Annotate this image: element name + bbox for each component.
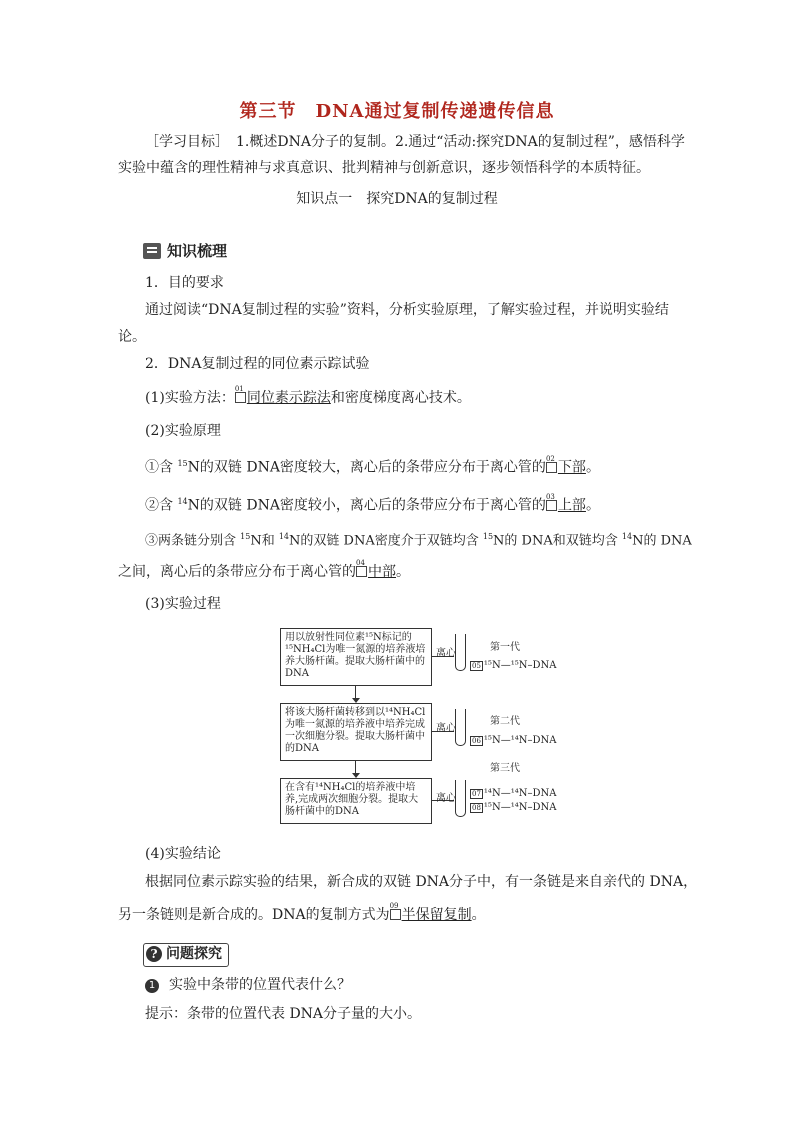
- superscript: 15: [177, 459, 188, 468]
- blank-number: 09: [389, 902, 399, 910]
- text: N的双链 DNA密度较小，离心后的条带应分布于离心管的: [187, 497, 546, 514]
- centrifuge-label: 离心: [436, 723, 456, 734]
- blank-number: 05: [472, 662, 481, 670]
- superscript: 14: [278, 532, 290, 541]
- principle-1: [145, 454, 600, 478]
- blank-number: 07: [472, 790, 481, 798]
- section-question-explore: [143, 943, 229, 967]
- text: 。: [471, 907, 486, 923]
- flow-box-3: 在含有¹⁴NH₄Cl的培养液中培养,完成两次细胞分裂。提取大肠杆菌中的DNA: [280, 778, 432, 824]
- result-gen2: [470, 735, 556, 746]
- method-line: [145, 385, 471, 408]
- method-answer: 同位素示踪法: [246, 390, 331, 406]
- question-number-badge: 1: [145, 979, 159, 993]
- question-mark-icon: ?: [146, 946, 162, 962]
- generation-2-label: 第二代: [490, 716, 520, 727]
- knowledge-point-heading: 知识点一 探究DNA的复制过程: [296, 191, 498, 207]
- section-label: 知识梳理: [167, 242, 228, 260]
- text: ②含: [145, 497, 178, 514]
- result-gen3-a: [470, 788, 556, 799]
- centrifuge-tube-icon: [455, 634, 466, 671]
- text: ¹⁴N—¹⁴N–DNA: [483, 788, 557, 799]
- principle-3-line2: [118, 559, 410, 582]
- page-title: 第三节 DNA通过复制传递遗传信息: [239, 101, 555, 122]
- principle-3-line1: [145, 527, 692, 551]
- superscript: 15: [482, 532, 494, 541]
- heading-purpose: 1．目的要求: [145, 275, 224, 291]
- process-heading: (3)实验过程: [145, 596, 221, 612]
- question-1: [145, 975, 351, 995]
- superscript: 14: [177, 497, 188, 506]
- blank-number: 01: [234, 385, 244, 393]
- conclusion-heading: (4)实验结论: [145, 846, 221, 862]
- text: N的 DNA: [632, 533, 692, 549]
- process-diagram: [278, 628, 557, 828]
- purpose-line2: 论。: [118, 329, 146, 345]
- answer-middle: 中部: [368, 564, 396, 580]
- generation-3-label: 第三代: [490, 763, 520, 774]
- text: 。: [396, 564, 410, 580]
- notes-icon: [143, 243, 161, 259]
- blank-number: 06: [472, 737, 481, 745]
- centrifuge-tube-icon: [455, 709, 466, 746]
- section-knowledge-review: [143, 240, 227, 262]
- text: N的 DNA和双链均含: [493, 533, 622, 549]
- flow-box-2: 将该大肠杆菌转移到以¹⁴NH₄Cl为唯一氮源的培养液中培养完成一次细胞分裂。提取大肠杆菌中的DNA: [280, 703, 432, 761]
- method-suffix: 和密度梯度离心技术。: [330, 390, 471, 406]
- hint-text: 提示：条带的位置代表 DNA分子量的大小。: [145, 1006, 422, 1022]
- principle-heading: (2)实验原理: [145, 423, 221, 439]
- text: 另一条链则是新合成的。DNA的复制方式为: [118, 907, 390, 923]
- blank-number: 04: [356, 559, 365, 567]
- result-gen3-b: [470, 802, 556, 813]
- centrifuge-tube-icon: [455, 780, 466, 817]
- conclusion-line2: [118, 902, 486, 925]
- objectives-line1: ［学习目标］ 1.概述DNA分子的复制。2.通过“活动:探究DNA的复制过程”，感悟科学: [145, 134, 685, 150]
- text: 。: [585, 497, 600, 514]
- principle-2: [145, 492, 600, 516]
- section-label: 问题探究: [166, 946, 222, 962]
- objectives-line2: 实验中蕴含的理性精神与求真意识、批判精神与创新意识，逐步领悟科学的本质特征。: [118, 160, 650, 176]
- centrifuge-label: 离心: [436, 793, 456, 804]
- superscript: 15: [240, 532, 251, 541]
- text: N的双链 DNA密度介于双链均含: [289, 533, 483, 549]
- arrowhead-icon: [352, 698, 360, 703]
- answer-semiconservative: 半保留复制: [401, 907, 472, 923]
- arrowhead-icon: [352, 773, 360, 778]
- blank-number: 02: [545, 454, 555, 463]
- text: N和: [250, 533, 279, 549]
- answer-top: 上部: [557, 497, 586, 514]
- flow-box-1: 用以放射性同位素¹⁵N标记的¹⁵NH₄Cl为唯一氮源的培养液培养大肠杆菌。提取大肠杆菌中的DNA: [280, 628, 432, 686]
- conclusion-line1: 根据同位素示踪实验的结果，新合成的双链 DNA分子中，有一条链是来自亲代的 DNA，: [145, 874, 698, 890]
- text: ¹⁵N—¹⁴N–DNA: [483, 802, 557, 813]
- heading-isotope-trial: 2．DNA复制过程的同位素示踪试验: [145, 356, 370, 372]
- text: ¹⁵N—¹⁵N–DNA: [483, 660, 557, 671]
- blank-number: 08: [472, 804, 481, 812]
- result-gen1: [470, 660, 556, 671]
- question-text: 实验中条带的位置代表什么？: [169, 977, 351, 993]
- text: ①含: [145, 459, 178, 476]
- text: 之间，离心后的条带应分布于离心管的: [118, 564, 356, 580]
- centrifuge-label: 离心: [436, 648, 456, 659]
- superscript: 14: [621, 532, 633, 541]
- text: ③两条链分别含: [145, 533, 241, 549]
- answer-bottom: 下部: [557, 459, 586, 476]
- blank-number: 03: [545, 492, 555, 501]
- text: ¹⁵N—¹⁴N–DNA: [483, 735, 557, 746]
- method-prefix: (1)实验方法：: [145, 390, 235, 406]
- generation-1-label: 第一代: [490, 642, 520, 653]
- text: N的双链 DNA密度较大，离心后的条带应分布于离心管的: [187, 459, 546, 476]
- text: 。: [585, 459, 600, 476]
- purpose-line1: 通过阅读“DNA复制过程的实验”资料，分析实验原理，了解实验过程，并说明实验结: [145, 302, 669, 318]
